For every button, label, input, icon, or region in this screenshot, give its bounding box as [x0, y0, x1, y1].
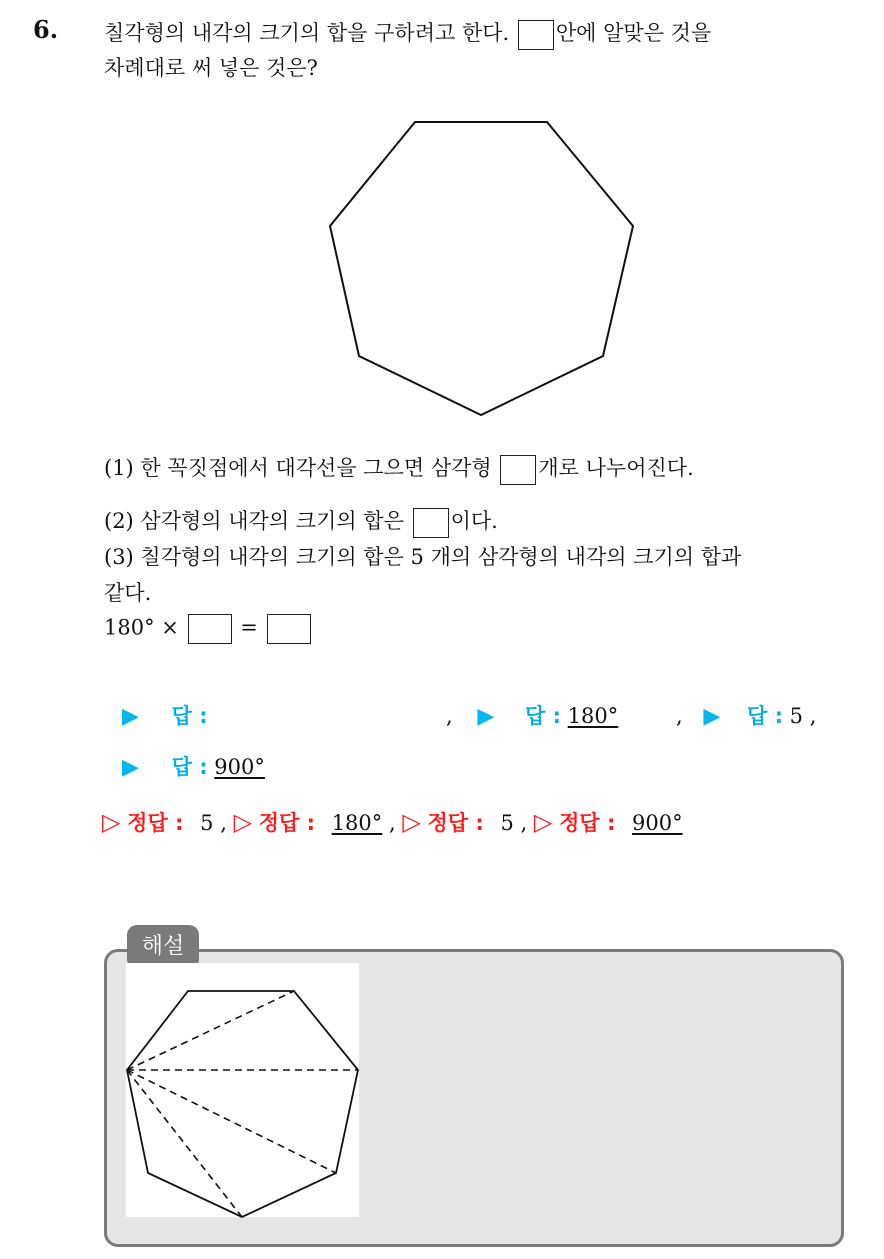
item-1-suffix: 개로 나누어진다. — [538, 456, 694, 480]
comma: , — [220, 811, 227, 835]
explanation-heptagon-shape — [127, 991, 358, 1217]
red-triangle-icon: ▷ — [233, 808, 253, 836]
correct-value: 900° — [632, 811, 683, 835]
explanation-tab: 해설 — [127, 925, 199, 969]
question-text-line2: 차례대로 써 넣은 것은? — [104, 56, 318, 80]
item-2-prefix: (2) 삼각형의 내각의 크기의 합은 — [104, 509, 404, 533]
play-triangle-icon: ▶ — [122, 755, 139, 780]
red-triangle-icon: ▷ — [102, 808, 121, 836]
item-3-line2: 같다. — [104, 581, 152, 605]
comma: , — [809, 704, 817, 728]
play-triangle-icon: ▶ — [703, 704, 721, 729]
item-1-prefix: (1) 한 꼭짓점에서 대각선을 그으면 삼각형 — [104, 456, 492, 480]
diagonal-line — [127, 1070, 336, 1173]
diagonal-line — [127, 991, 294, 1070]
correct-value: 180° — [331, 811, 383, 835]
formula-equals: = — [240, 615, 258, 640]
red-triangle-icon: ▷ — [402, 808, 421, 836]
correct-value: 5 — [500, 811, 514, 835]
comma: , — [520, 811, 528, 835]
answer-value: 180° — [567, 704, 619, 728]
comma: , — [446, 704, 453, 728]
red-triangle-icon: ▷ — [533, 808, 553, 836]
answer-label: 답 : — [171, 704, 208, 728]
answer-label: 답 : — [171, 755, 208, 779]
play-triangle-icon: ▶ — [122, 704, 139, 729]
correct-label: 정답 : — [427, 811, 484, 835]
question-text-part2: 안에 알맞은 것을 — [555, 21, 712, 45]
diagonal-line — [127, 1070, 242, 1217]
correct-label: 정답 : — [559, 811, 616, 835]
answer-value: 900° — [214, 755, 265, 779]
comma: , — [388, 811, 396, 835]
answer-label: 답 : — [746, 704, 783, 728]
item-3-line1: (3) 칠각형의 내각의 크기의 합은 5 개의 삼각형의 내각의 크기의 합과 — [104, 545, 742, 569]
question-text-part1: 칠각형의 내각의 크기의 합을 구하려고 한다. — [104, 21, 510, 45]
answer-value: 5 — [789, 704, 804, 728]
comma: , — [676, 704, 683, 728]
item-2-suffix: 이다. — [450, 509, 498, 533]
formula-prefix: 180° × — [104, 615, 179, 640]
answer-label: 답 : — [524, 704, 561, 728]
correct-value: 5 — [200, 811, 214, 835]
question-number: 6. — [33, 15, 59, 44]
correct-label: 정답 : — [127, 811, 184, 835]
correct-label: 정답 : — [258, 811, 315, 835]
play-triangle-icon: ▶ — [477, 704, 495, 729]
